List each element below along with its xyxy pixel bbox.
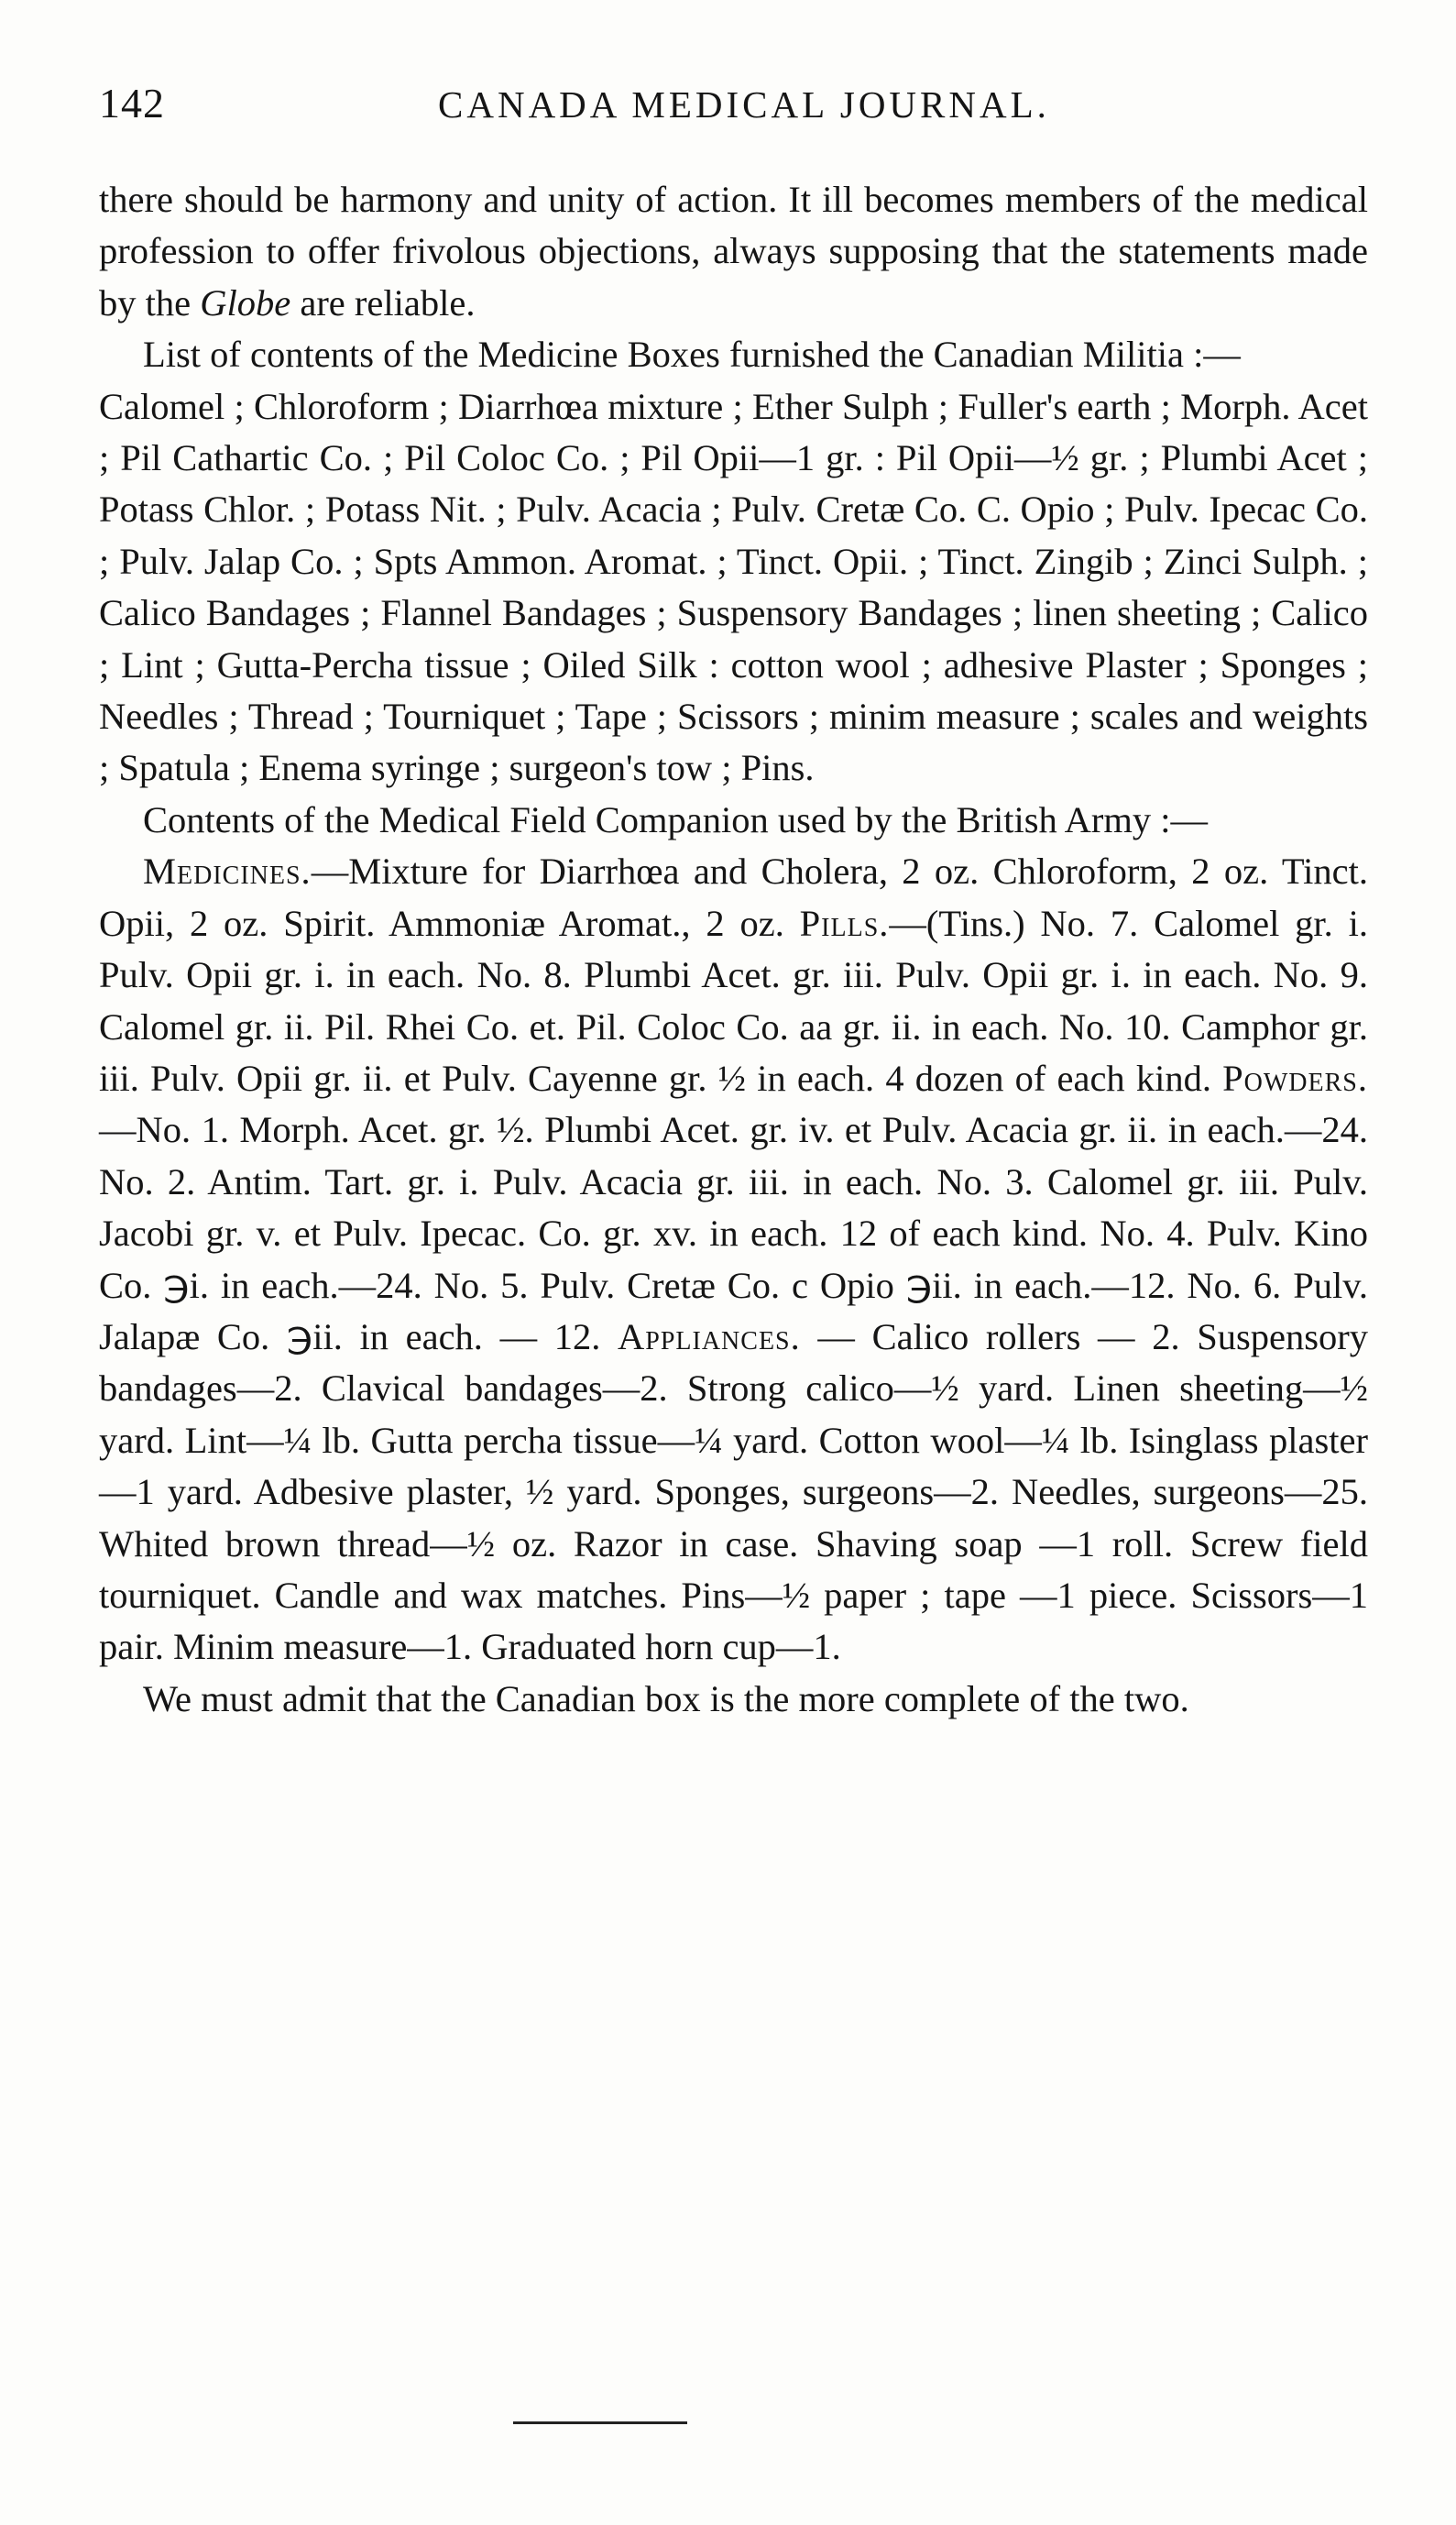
paragraph-harmony-end: are reliable. bbox=[290, 281, 476, 324]
pills-label: Pills. bbox=[799, 902, 890, 944]
medicines-label: Medicines. bbox=[143, 851, 312, 893]
paragraph-harmony bbox=[99, 174, 1368, 329]
page-header bbox=[99, 79, 1363, 134]
page-number: 142 bbox=[99, 80, 165, 126]
paragraph-british-list bbox=[99, 846, 1368, 1674]
powders-label: Powders. bbox=[1222, 1057, 1368, 1099]
medicines-text: —Mixture for Diarrhœa and Cholera, 2 oz. Chloroform, 2 oz. Tinct. Opii, 2 oz. Spirit. Ammoniæ Aromat., 2 oz. bbox=[99, 851, 1368, 944]
paragraph-canadian-intro: List of contents of the Medicine Boxes furnished the Canadian Militia :— bbox=[143, 334, 1241, 376]
powders-text: —No. 1. Morph. Acet. gr. ½. Plumbi Acet. gr. iv. et Pulv. Acacia gr. ii. in each.—24. No. 2. Antim. Tart. gr. i. Pulv. Acacia gr. iii. in each. No. 3. Calomel gr. iii. Pulv. Jacobi gr. v. et Pulv. Ipecac. Co. gr. xv. in each. 12 of each kind. No. 4. Pulv. Kino Co. ℈i. in each.—24. No. 5. Pulv. Cretæ Co. c Opio ℈ii. in each.—12. No. 6. Pulv. Jalapæ Co. ℈ii. in each. — 12. bbox=[99, 1109, 1368, 1357]
body-text bbox=[99, 174, 1368, 1725]
running-title: CANADA MEDICAL JOURNAL. bbox=[438, 83, 1050, 126]
pills-text: —(Tins.) No. 7. Calomel gr. i. Pulv. Opii gr. i. in each. No. 8. Plumbi Acet. gr. iii. Pulv. Opii gr. i. in each. No. 9. Calomel gr. ii. Pil. Rhei Co. et. Pil. Coloc Co. aa gr. ii. in each. No. 10. Camphor gr. iii. Pulv. Opii gr. ii. et Pulv. Cayenne gr. ½ in each. 4 dozen of each kind. bbox=[99, 902, 1368, 1099]
appliances-text: — Calico rollers — 2. Suspensory bandages—2. Clavical bandages—2. Strong calico—½ yard. Linen sheeting—½ yard. Lint—¼ lb. Gutta percha tissue—¼ yard. Cotton wool—¼ lb. Isinglass plaster—1 yard. Adbesive plaster, ½ yard. Sponges, surgeons—2. Needles, surgeons—25. Whited brown thread—½ oz. Razor in case. Shaving soap —1 roll. Screw field tourniquet. Candle and wax matches. Pins—½ paper ; tape —1 piece. Scissors—1 pair. Minim measure—1. Graduated horn cup—1. bbox=[99, 1315, 1368, 1668]
globe-italic: Globe bbox=[200, 281, 291, 324]
paragraph-british-intro: Contents of the Medical Field Companion used by the British Army :— bbox=[143, 798, 1209, 840]
paragraph-conclusion: We must admit that the Canadian box is the more complete of the two. bbox=[143, 1677, 1189, 1719]
paragraph-harmony-text: there should be harmony and unity of action. It ill becomes members of the medical profession to offer frivolous objections, always supposing that the statements made by the bbox=[99, 179, 1368, 324]
appliances-label: Appliances. bbox=[618, 1315, 801, 1357]
paragraph-canadian-list: Calomel ; Chloroform ; Diarrhœa mixture ; Ether Sulph ; Fuller's earth ; Morph. Acet ; Pil Cathartic Co. ; Pil Coloc Co. ; Pil Opii—1 gr. : Pil Opii—½ gr. ; Plumbi Acet ; Potass Chlor. ; Potass Nit. ; Pulv. Acacia ; Pulv. Cretæ Co. C. Opio ; Pulv. Ipecac Co. ; Pulv. Jalap Co. ; Spts Ammon. Aromat. ; Tinct. Opii. ; Tinct. Zingib ; Zinci Sulph. ; Calico Bandages ; Flannel Bandages ; Suspensory Bandages ; linen sheeting ; Calico ; Lint ; Gutta-Percha tissue ; Oiled Silk : cotton wool ; adhesive Plaster ; Sponges ; Needles ; Thread ; Tourniquet ; Tape ; Scissors ; minim measure ; scales and weights ; Spatula ; Enema syringe ; surgeon's tow ; Pins. bbox=[99, 385, 1368, 789]
end-rule bbox=[513, 2421, 687, 2424]
